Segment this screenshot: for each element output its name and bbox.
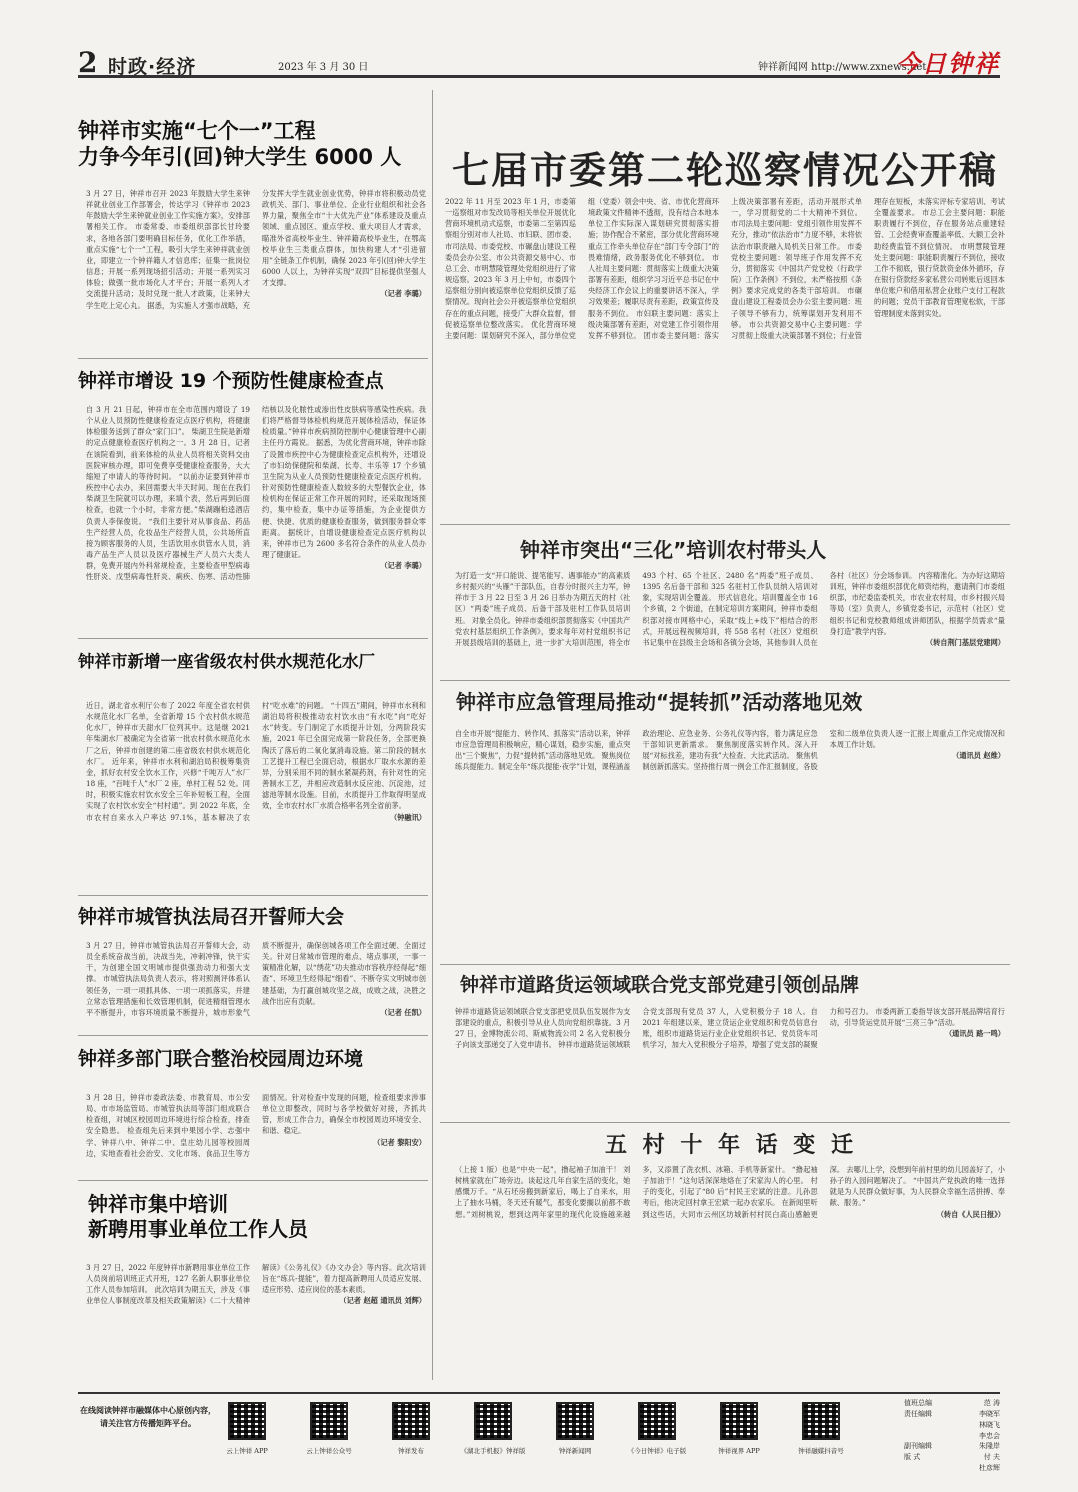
qr-label: 钟祥视界 APP (718, 1447, 760, 1455)
article-body (455, 1164, 1005, 1380)
article-body (86, 940, 426, 1030)
credit-name: 范 涛 (983, 1399, 1000, 1407)
article-text: 自 3 月 21 日起，钟祥市在全市范围内增设了 19 个从业人员预防性健康检查定点医疗机构，将健康体检服务送到了群众“家门口”。 柴湖卫生院是新增的定点健康检查医疗机构之一。3 月 28 日，记者在该院看到，前来体检的从业人员将相关资料交由医院审核办理，即可免费享受健康检查服务，大大缩短了申请人的等待时间。 “以前办证要到钟祥市疾控中心去办，来回需要大半天时间。现在在我们柴湖卫生院就可以办理，来填个表，然后再到后面检查，也就一个小时，非常方便。”柴湖蹦桕逵酒店负责人李保俊说。 “我们主要针对从事食品、药品生产经营人员，化妆品生产经营人员，公共场所直接为顾客服务的人员，生活饮用水供管水人员，消毒产品生产人员以及医疗器械生产人员六大类人群，免费开展内外科常规检查，主要检查甲型病毒性肝炎、戊型病毒性肝炎、痢疾、伤寒、活动性肺结核以及化脓性或渗出性皮肤病等感染性疾病。我们将严格督导体检机构规范开展体检活动，保证体检质量。”钟祥市疾病预防控制中心健康管理中心副主任丹方霞说。 据悉，为优化营商环境，钟祥市除了设置市疾控中心为健康检查定点机构外，还增设了市妇幼保健院和柴湖、长寿、丰乐等 17 个乡镇卫生院为从业人员预防性健康检查定点医疗机构。针对预防性健康检查人数较多的大型餐饮企业，体检机构在保证正常工作开展的同时，还采取现场预约，集中检查，集中办证等措施，为企业提供方便、快捷、优质的健康检查服务，做到服务群众零距离。 据统计，自增设健康检查定点医疗机构以来，钟祥市已为 2600 多名符合条件的从业人员办理了健康证。 (86, 405, 426, 582)
article-body (455, 1006, 1005, 1118)
article-headline: 钟祥市突出“三化”培训农村带头人 (520, 538, 827, 562)
section-divider (440, 1122, 1010, 1123)
qr-code-icon[interactable] (474, 1402, 512, 1440)
article-text: 为打造一支“开口能说、提笔能写、遇事能办”的高素质乡村振兴的“头雁”干部队伍，自春分时报兴主力军，钟祥市于 3 月 22 日至 3 月 26 日举办为期五天的村（社区）“两委”班子成员、后备干部及驻村工作队员培训班。 对象全员化。钟祥市委组织部贯彻落实《中国共产党农村基层组织工作条例》，要求每年对村党组织书记开展县级培训的基础上，进一步扩大培训范围，将全市 493 个村、65 个社区、2480 名“两委”班子成员、1395 名后备干部和 325 名驻村工作队员纳入培训对象，实现培训全覆盖。 形式信息化。培训覆盖全市 16 个乡镇，2 个街道，在制定培训方案期间，钟祥市委组织部对接市网格中心，采取“线上+线下”相结合的形式，开展远程视频培训，将 558 名村（社区）党组织书记集中在县级主会场和各镇分会场，其他参训人员在各村（社区）分会场参训。 内容精准化。为办好这期培训班，钟祥市委组织部优化师资结构，邀请荆门市委组织部，市纪委监委机关，市农业农村局，市乡村振兴局等局（室）负责人，乡镇党委书记，示范村（社区）党组织书记和党校教师组成讲师团队，根据学员需求“量身打造”教学内容。 (455, 571, 1005, 647)
qr-label: 云上钟祥公众号 (306, 1447, 352, 1455)
credit-row (904, 1431, 1000, 1442)
byline: （记者 赵超 通讯员 刘辉） (339, 1296, 426, 1306)
credit-name: 杜彦辉 (979, 1464, 1000, 1473)
credit-row (904, 1452, 1000, 1463)
column-divider (432, 90, 433, 1380)
section-divider (78, 1035, 428, 1036)
byline: （转自荆门基层党建网） (925, 637, 1005, 647)
byline: （记者 任凯） (380, 1007, 426, 1017)
article-headline: 钟祥市集中培训 新聘用事业单位工作人员 (88, 1192, 308, 1241)
byline: （钟融讯） (390, 812, 426, 822)
qr-label: 钟祥融媒抖音号 (798, 1447, 844, 1455)
section-divider (78, 1180, 428, 1181)
editorial-credits (904, 1398, 1000, 1474)
qr-code-icon[interactable] (310, 1402, 348, 1440)
credit-role: 副刊编辑 (904, 1442, 932, 1451)
article-body (455, 728, 1005, 960)
masthead (78, 42, 1000, 78)
credit-row (904, 1409, 1000, 1420)
website-address: 钟祥新闻网 http://www.zxnews.net (758, 62, 927, 73)
article-headline: 钟祥市应急管理局推动“提转抓”活动落地见效 (456, 690, 863, 714)
byline: （转自《人民日报》） (936, 1209, 1005, 1219)
newspaper-logo: 今日钟祥 (896, 49, 1000, 78)
lead-headline: 七届市委第二轮巡察情况公开稿 (452, 149, 998, 192)
credit-role: 责任编辑 (904, 1409, 932, 1418)
article-headline: 钟祥多部门联合整治校园周边环境 (78, 1048, 364, 1070)
byline: （记者 黎阳安） (373, 1137, 426, 1147)
qr-code-icon[interactable] (556, 1402, 594, 1440)
article-text: 钟祥市道路货运领域联合党支部把党员队伍发展作为支部建设的重点，积极引导从业人员向党组织靠拢。3 月 27 日，金博物流公司、斯威物流公司 2 名入党积极分子向该支部递交了入党申请书。 钟祥市道路货运领域联合党支部现有党员 37 人，入党积极分子 18 人。自 2021 年组建以来，建立货运企业党组织和党员信息台账，组织市道路货运行业企业党组织书记、党员货车司机学习，加大入党积极分子培养，增强了党支部的凝聚力和号召力。 市委两新工委指导该支部开展品牌培育行动，引导货运党员开展“三亮三争”活动。 (455, 1007, 1005, 1050)
byline: （记者 李璐） (380, 289, 426, 299)
byline: （通讯员 路一鸣） (944, 1029, 1005, 1039)
article-headline: 钟祥市增设 19 个预防性健康检查点 (78, 370, 384, 392)
qr-code-icon[interactable] (228, 1402, 266, 1440)
byline: （通讯员 赵维） (952, 751, 1005, 761)
qr-code-icon[interactable] (392, 1402, 430, 1440)
article-headline: 钟祥市道路货运领域联合党支部党建引领创品牌 (460, 974, 860, 996)
article-headline: 钟祥市新增一座省级农村供水规范化水厂 (78, 652, 375, 671)
qr-label: 《今日钟祥》电子版 (627, 1447, 687, 1455)
article-body (86, 188, 426, 346)
article-text: 3 月 27 日，钟祥市召开 2023 年鼓励大学生来钟祥就业创业工作部署会，传达学习《钟祥市 2023 年鼓励大学生来钟就业创业工作实施方案》，安排部署相关工作。 市委常委、市委组织部部长甘玲要求，各地各部门要明确目标任务，优化工作举措，重点实施“七个一”工程，吸引大学生来钟祥就业创业，即建立一个钟祥籍人才信息库；征集一批岗位信息；开展一系列现场招引活动；开展一系列实习体验；做强一批市场化人才平台；开展一系列人才交流提升活动；及时兑现一批人才政策，让来钟大学生吃上定心丸。 据悉，为实施人才强市战略，充分发挥大学生就业创业优势，钟祥市将积极动员党政机关、部门、事业单位、企业行业组织和社会各界力量，聚焦全市“十大优先产业”体系建设及重点领域、重点园区、重点学校、重大项目人才需求，瞄准外省高校毕业生、钟祥籍高校毕业生，在鄂高校毕业生三类重点群体，加快构建人才“引进留用”全链条工作机制，确保 2023 年引(回)钟大学生 6000 人以上，为钟祥实现“双四”目标提供坚强人才支撑。 (86, 189, 426, 310)
qr-label: 钟祥发布 (398, 1447, 424, 1455)
qr-label: 《湖北手机报》钟祥版 (460, 1447, 526, 1455)
section-divider (440, 964, 1010, 965)
credit-row (904, 1441, 1000, 1452)
footer-note: 在线阅读钟祥市融媒体中心原创内容，请关注官方传播矩阵平台。 (80, 1405, 216, 1428)
section-title: 时政·经济 (108, 56, 197, 78)
credit-name: 李晓军 (979, 1409, 1000, 1418)
article-body (86, 404, 426, 630)
article-text: 自全市开展“提能力、转作风、抓落实”活动以来，钟祥市应急管理局积极响应，精心谋划，稳步实施，重点突出“三个聚焦”，力促“提转抓”活动落地见效。 聚焦岗位练兵提能力。制定全年“练兵提能·夜学”计划，课程涵盖政治理论、应急业务、公务礼仪等内容，着力满足应急干部知识更新需求。 聚焦制度落实转作风。深入开展“对标找差，建功有我”大检查、大比武活动。 聚焦机制创新抓落实。坚持推行周一例会工作汇报制度，各股室和二级单位负责人逐一汇报上周重点工作完成情况和本周工作计划。 (455, 729, 1005, 772)
credit-row (904, 1398, 1000, 1409)
article-text: 近日，湖北省水利厅公布了 2022 年度全省农村供水规范化水厂名单，全省新增 15 个农村供水规范化水厂，钟祥市天甜水厂位列其中。这是继 2021 年柴湖水厂被确定为全省第一批农村供水规范化水厂之后，钟祥市创建的第二座省级农村供水规范化水厂。 近年来，钟祥市水利和湖泊局积极筹集资金，抓好农村安全饮水工作，兴修“千吨万人”水厂 18 座，“百吨千人”水厂 2 座，单村工程 52 处。同时，积极实施农村饮水安全三年补短板工程，全面实现了农村饮水安全“村村通”。到 2022 年底，全市农村自来水入户率达 97.1%，基本解决了农村“吃水难”的问题。 “十四五”期间，钟祥市水利和湖泊局将积极推动农村饮水由“有水吃”向“吃好水”转变。专门制定了水质提升计划，分两阶段实施，2021 年已全面完成第一阶段任务，全部更换陶沃了落后的二氧化氯消毒设施。第二阶段的制水工艺提升工程已全面启动，根据水厂取水水源的差异，分别采用不同的制水紧凝药剂，有针对性的完善制水工艺，并相应改造制水反应池、沉淀池，过滤池等制水设施。目前，水质提升工作取得明显成效，全市农村水厂水质合格率名列全省前茅。 (86, 701, 426, 822)
credit-role: 版 式 (904, 1453, 921, 1462)
issue-date: 2023 年 3 月 30 日 (278, 62, 369, 73)
credit-role: 值班总编 (904, 1399, 932, 1407)
credit-name: 林晓飞 (979, 1420, 1000, 1429)
lead-body (445, 196, 1005, 518)
article-headline: 五 村 十 年 话 变 迁 (605, 1133, 857, 1158)
qr-code-icon[interactable] (802, 1402, 840, 1440)
qr-code-icon[interactable] (720, 1402, 758, 1440)
article-text: 3 月 28 日，钟祥市委政法委、市教育局、市公安局、市市场监管局、市城管执法局等部门组成联合检查组，对城区校园周边环境进行综合检查，排查安全隐患。 检查组先后来到中果园小学、志强中学、钟祥八中、钟祥二中、皇庄幼儿园等校园周边，实地查看社会治安、文化市场、食品卫生等方面情况。针对检查中发现的问题，检查组要求涉事单位立即整改，同时与各学校做好对接，齐抓共管，形成工作合力，确保全市校园周边环境安全、和谐、稳定。 (86, 1093, 426, 1158)
section-divider (440, 524, 1010, 525)
byline: （记者 李璐） (380, 561, 426, 571)
article-body (86, 1262, 426, 1374)
qr-label: 钟祥新闻网 (558, 1447, 592, 1455)
qr-label: 云上钟祥 APP (226, 1447, 268, 1455)
article-headline: 钟祥市实施“七个一”工程 力争今年引(回)钟大学生 6000 人 (78, 119, 402, 170)
article-body (86, 700, 426, 890)
section-divider (78, 895, 428, 896)
section-divider (78, 638, 428, 639)
section-divider (78, 358, 428, 359)
credit-name: 李忠会 (979, 1431, 1000, 1440)
section-divider (440, 680, 1010, 681)
credit-row (904, 1420, 1000, 1431)
article-body (455, 570, 1005, 674)
credit-name: 付 夫 (983, 1453, 1000, 1462)
article-text: 3 月 27 日，2022 年度钟祥市新聘用事业单位工作人员岗前培训班正式开班，127 名新人职事业单位工作人员参加培训。 此次培训为期五天，涉及《事业单位人事制度改革及相关政策解读》《二十大精神解读》《公务礼仪》《办文办会》等内容。此次培训旨在“练兵-提能”，着力提高新聘用人员适应发展、适应形势、适应岗位的基本素质。 (86, 1263, 426, 1306)
article-headline: 钟祥市城管执法局召开誓师大会 (78, 906, 345, 928)
article-body (86, 1092, 426, 1176)
article-text: 3 月 27 日，钟祥市城管执法局召开誓师大会，动员全系统奋战当前，决战当先，冲刺冲锋，快干实干，为创建全国文明城市提供强劲动力和强大支撑。 市城管执法局负责人表示，将对照测评体系认领任务，一项一项抓具体、一项一项抓落实，并建立常态管理措施和长效管理机制，促进精细管理水平不断提升，市容环境质量不断提升，城市形象气质不断提升，确保创城各项工作全面过硬、全面过关。针对日常城市管理的难点、堵点事项，一事一策精准化解，以“绣花”功夫推动市容秩序经得起“细查”、环境卫生经得起“细看”、不断夺实文明城市创建基础，为打赢创城攻坚之战，成败之战，决胜之战作出应有贡献。 (86, 941, 426, 1017)
article-text: （上接 1 版）也是“中央一起”，撸起袖子加油干！ 刘树桃家就在广场旁边。谈起这几年自家生活的变化，她感慨万千。“从石坯房搬到新家后，喝上了自来水，用上了抽水马桶，冬天还有暖气，那变化要搁以前都不敢想。”刘树桃说，想到这两年家里的现代化设施越来越多，又添置了洗衣机、冰箱、手机等新家什。 “撸起袖子加油干！”这句话深深地烙在了宋家沟人的心里。 村子的变化，引起了“80 后”村民王宏斌的注意。儿孙思考后，他决定回村拿王宏斌一起办农家乐。 在新闻里听到这些话，大同市云州区坊城新村村民白高山感触更深。 去哪儿上学，没想到年前村里的幼儿园盖好了，小孙子的入园问题解决了。 “中国共产党执政的唯一选择就是为人民群众做好事，为人民群众幸福生活拼搏、奉献、服务。” (455, 1165, 1005, 1219)
footer-band (78, 1392, 1000, 1473)
qr-code-icon[interactable] (638, 1402, 676, 1440)
page-number: 2 (78, 46, 98, 79)
lead-text: 2022 年 11 月至 2023 年 1 月，市委第一巡察组对市发改局等相关单位开展优化营商环境机动式巡察，市委第二至第四巡察组分别对市人社局、市妇联、团市委、市司法局、市委党校、市碾盘山建设工程委员会办公室、市公共资源交易中心、市总工会、市明慧陵管理处党组织进行了常规巡察。2023 年 3 月上中旬，市委四个巡察组分别向被巡察单位党组织反馈了巡察情况。现向社会公开被巡察单位党组织存在的重点问题，接受广大群众监督，督促被巡察单位整改落实。 优化营商环境主要问题：谋划研究不深入，部分单位党组（党委）领会中央、省、市优化营商环境政策文件精神不透彻，没有结合本地本单位工作实际深入谋划研究贯彻落实措施；协作配合不紧密，部分优化营商环境重点工作牵头单位存在“部门专令部门”的畏难情绪，政务服务优化不够到位。 市人社局主要问题：贯彻落实上级重大决策部署有差距，组织学习习近平总书记在中央经济工作会议上的重要讲话不深入，学习效果差；履职尽责有差距，政策宣传及服务不到位。 市妇联主要问题：落实上级决策部署有差距，对党建工作引领作用发挥不够到位。 团市委主要问题：落实上级决策部署有差距，活动开展形式单一，学习贯彻党的二十大精神不到位。 市司法局主要问题：党组引领作用发挥不充分，推动“依法治市”力度不够，未将依法治市职责融入局机关日常工作。 市委党校主要问题：领导班子作用发挥不充分，贯彻落实《中国共产党党校（行政学院）工作条例》不到位，未严格按照《条例》要求完成党的各类干部培训。 市碾盘山建设工程委员会办公室主要问题：班子领导不够有力，统筹谋划开发利用不够。 市公共资源交易中心主要问题：学习贯彻上级重大决策部署不到位；行业管理存在短板，未落实评标专家培训、考试全覆盖要求。 市总工会主要问题：职能职责履行不到位，存在服务站点重建轻管、工会经费审查覆盖率低、大额工会补助经费监管不到位情况。 市明慧陵管理处主要问题：职能职责履行不到位，接收工作不彻底，银行贷款资金体外循环，存在银行贷款经多家私营公司转账后返回本单位账户和借用私营企业账户支付工程款的问题；党员干部教育管理宽松软，干部管理制度未落到实处。 (445, 197, 1005, 340)
credit-name: 朱隆岸 (979, 1442, 1000, 1451)
credit-row (904, 1463, 1000, 1474)
